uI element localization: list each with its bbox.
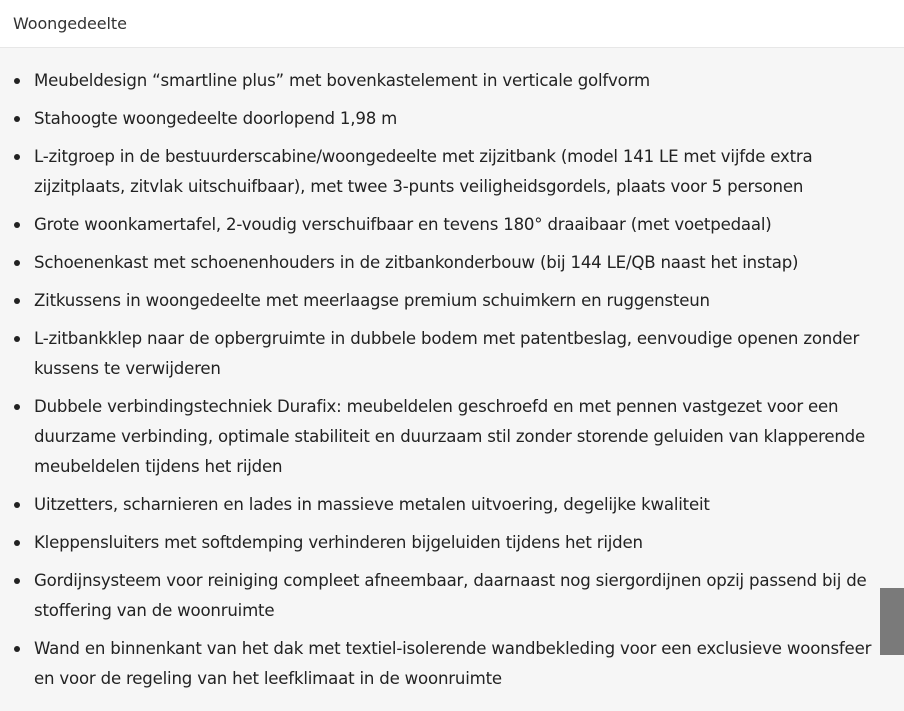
list-item — [0, 248, 904, 278]
scrollbar-thumb[interactable] — [880, 588, 904, 655]
bullet-icon — [14, 540, 20, 546]
section-title: Woongedeelte — [13, 14, 127, 33]
list-item-text: L-zitgroep in de bestuurderscabine/woongedeelte met zijzitbank (model 141 LE met vijfde extra zijzitplaats, zitvlak uitschuifbaar), met twee 3-punts veiligheidsgordels, plaats voor 5 personen — [34, 147, 813, 196]
section-header[interactable] — [0, 0, 904, 48]
list-item — [0, 286, 904, 316]
list-item — [0, 66, 904, 96]
bullet-icon — [14, 404, 20, 410]
bullet-icon — [14, 154, 20, 160]
list-item-text: Zitkussens in woongedeelte met meerlaagse premium schuimkern en ruggensteun — [34, 291, 710, 310]
list-item — [0, 104, 904, 134]
list-item — [0, 566, 904, 626]
bullet-icon — [14, 646, 20, 652]
list-item-text: Uitzetters, scharnieren en lades in massieve metalen uitvoering, degelijke kwaliteit — [34, 495, 710, 514]
list-item — [0, 490, 904, 520]
bullet-icon — [14, 298, 20, 304]
list-item-text: Dubbele verbindingstechniek Durafix: meubeldelen geschroefd en met pennen vastgezet voor een duurzame verbinding, optimale stabiliteit en duurzaam stil zonder storende geluiden van klapperende meubeldelen tijdens het rijden — [34, 397, 866, 476]
list-item — [0, 634, 904, 694]
bullet-icon — [14, 502, 20, 508]
list-item-text: Schoenenkast met schoenenhouders in de zitbankonderbouw (bij 144 LE/QB naast het instap) — [34, 253, 799, 272]
list-item-text: Stahoogte woongedeelte doorlopend 1,98 m — [34, 109, 398, 128]
list-item — [0, 142, 904, 202]
bullet-icon — [14, 78, 20, 84]
list-item-text: Grote woonkamertafel, 2-voudig verschuifbaar en tevens 180° draaibaar (met voetpedaal) — [34, 215, 772, 234]
list-item — [0, 392, 904, 482]
list-item-text: Meubeldesign “smartline plus” met bovenkastelement in verticale golfvorm — [34, 71, 650, 90]
feature-list — [0, 48, 904, 694]
list-item-text: Kleppensluiters met softdemping verhinderen bijgeluiden tijdens het rijden — [34, 533, 643, 552]
list-item-text: Wand en binnenkant van het dak met textiel-isolerende wandbekleding voor een exclusieve woonsfeer en voor de regeling van het leefklimaat in de woonruimte — [34, 639, 872, 688]
list-item — [0, 528, 904, 558]
bullet-icon — [14, 578, 20, 584]
list-item-text: L-zitbankklep naar de opbergruimte in dubbele bodem met patentbeslag, eenvoudige openen zonder kussens te verwijderen — [34, 329, 860, 378]
bullet-icon — [14, 222, 20, 228]
list-item-text: Gordijnsysteem voor reiniging compleet afneembaar, daarnaast nog siergordijnen opzij passend bij de stoffering van de woonruimte — [34, 571, 867, 620]
section-content — [0, 48, 904, 711]
list-item — [0, 210, 904, 240]
list-item — [0, 324, 904, 384]
bullet-icon — [14, 116, 20, 122]
bullet-icon — [14, 260, 20, 266]
bullet-icon — [14, 336, 20, 342]
